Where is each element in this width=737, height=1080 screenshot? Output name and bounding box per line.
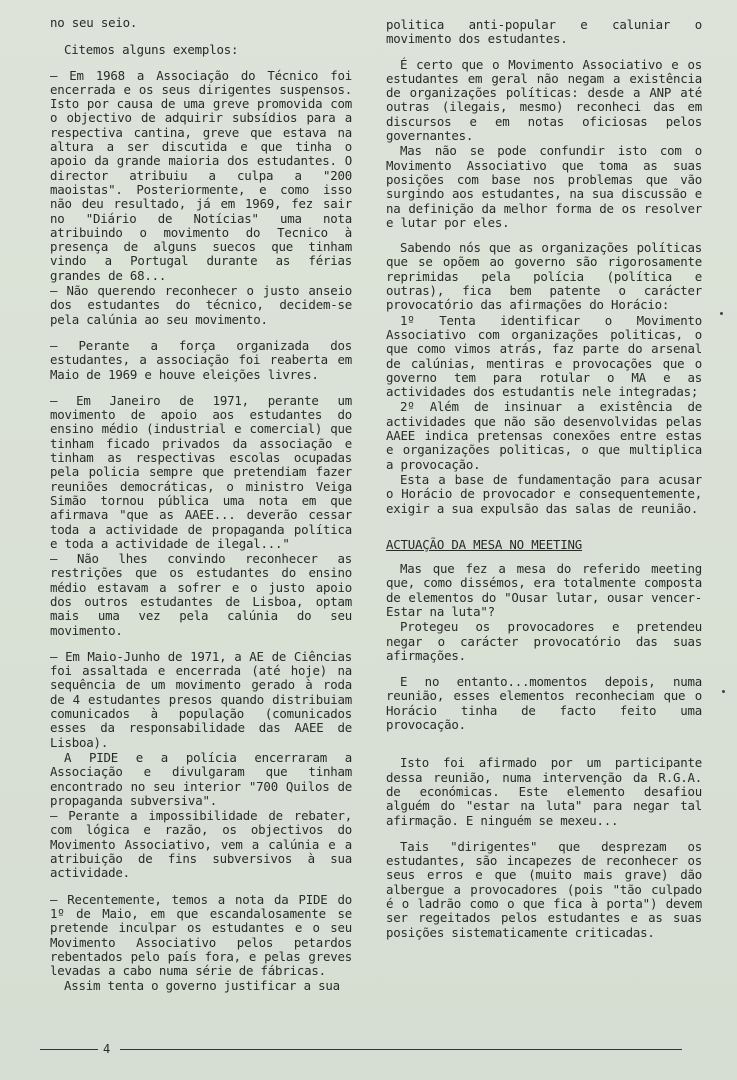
paragraph: — Recentemente, temos a nota da PIDE do 1º de Maio, em que escandalosamente se pretende inculpar os estudantes e o seu Movimento Associativo pelos petardos rebentados pelo país fora, e pelas greves levadas a cabo numa série de fábricas.	[50, 891, 352, 979]
paragraph: politica anti-popular e caluniar o movimento dos estudantes.	[386, 17, 702, 47]
paragraph: no seu seio.	[50, 15, 138, 30]
paragraph: É certo que o Movimento Associativo e os estudantes em geral não negam a existência de organizações políticas: desde a ANP até outras (ilegais, mesmo) reconheci das em discursos e em notas oficiosas pelos governantes.	[386, 56, 702, 144]
paragraph: — Perante a força organizada dos estudantes, a associação foi reaberta em Maio de 1969 e houve eleições livres.	[50, 337, 352, 382]
paragraph: — Perante a impossibilidade de rebater, com lógica e razão, os objectivos do Movimento Associativo, vem a calúnia e a atribuição de fins subversivos à sua actividade.	[50, 808, 352, 881]
margin-speck	[722, 690, 725, 693]
paragraph: Assim tenta o governo justificar a sua	[64, 978, 340, 994]
paragraph: Sabendo nós que as organizações políticas que se opõem ao governo são rigorosamente reprimidas pela polícia (política e outras), fica bem patente o carácter provocatório das afirmações do Horácio:	[386, 240, 702, 313]
section-heading: ACTUAÇÃO DA MESA NO MEETING	[386, 536, 583, 552]
paragraph: — Em Janeiro de 1971, perante um movimento de apoio aos estudantes do ensino médio (industrial e comercial) que tinham ficado privados da associação e tinham as respectivas escolas ocupadas pela policia sempre que pretendiam fazer reuniões democráticas, o ministro Veiga Simão tornou pública uma nota em que afirmava "que as AAEE... deverão cessar toda a actividade de propaganda política e toda a actividade de ilegal..."	[50, 392, 352, 551]
paragraph: — Em 1968 a Associação do Técnico foi encerrada e os seus dirigentes suspensos. Isto por causa de uma greve promovida com o objectivo de adquirir subsídios para a respectiva cantina, greve que estava na altura a ser discutida e que tinha o apoio da grande maioria dos estudantes. O director atribuiu a culpa a "200 maoistas". Posteriormente, e como isso não deu resultado, já em 1969, fez sair no "Diário de Notícias" uma nota atribuindo o movimento do Tecnico à presença de alguns suecos que tinham vindo a Portugal durante as férias grandes de 68...	[50, 67, 352, 283]
page-footer	[0, 1040, 737, 1060]
paragraph: 2º Além de insinuar a existência de actividades que não são desenvolvidas pelas AAEE indica pretensas conexões entre estas e organizações politicas, o que multiplica a provocação.	[386, 399, 702, 472]
paragraph: — Em Maio-Junho de 1971, a AE de Ciências foi assaltada e encerrada (até hoje) na sequência de um movimento gerado à roda de 4 estudantes presos quando distribuiam comunicados à população (comunicados esses da responsabilidade das AAEE de Lisboa).	[50, 648, 352, 750]
paragraph: — Não lhes convindo reconhecer as restrições que os estudantes do ensino médio estavam a sofrer e o justo apoio dos outros estudantes de Lisboa, optam mais uma vez pela calúnia do seu movimento.	[50, 551, 352, 638]
paragraph: Mas não se pode confundir isto com o Movimento Associativo que toma as suas posições com base nos problemas que vão surgindo aos estudantes, na sua discussão e na definição da melhor forma de os resolver e lutar por eles.	[386, 143, 702, 230]
paragraph: Isto foi afirmado por um participante dessa reunião, numa intervenção da R.G.A. de económicas. Este elemento desafiou alguém do "estar na luta" para negar tal afirmação. E ninguém se mexeu...	[386, 755, 702, 828]
paragraph: Tais "dirigentes" que desprezam os estudantes, são incapezes de reconhecer os seus erros e que (muito mais grave) dão albergue a provocadores (pois "tão culpado é o ladrão como o que fica à porta") devem ser regeitados pelos estudantes e as suas posições sistematicamente criticadas.	[386, 838, 702, 940]
page-number: 4	[103, 1042, 111, 1056]
footer-rule-left	[40, 1049, 98, 1050]
paragraph: 1º Tenta identificar o Movimento Associativo com organizações politicas, o que como vimos atrás, faz parte do arsenal de calúnias, mentiras e provocações que o governo tem para rotular o MA e as actividades dos estudantis nele integradas;	[386, 312, 702, 400]
footer-rule-right	[120, 1049, 682, 1050]
margin-speck	[720, 312, 723, 315]
paragraph: A PIDE e a polícia encerraram a Associação e divulgaram que tinham encontrado no seu interior "700 Quilos de propaganda subversiva".	[50, 749, 352, 808]
paragraph: — Não querendo reconhecer o justo anseio dos estudantes do técnico, decidem-se pela calúnia ao seu movimento.	[50, 283, 352, 327]
paragraph: Mas que fez a mesa do referido meeting que, como dissémos, era totalmente composta de elementos do "Ousar lutar, ousar vencer-Estar na luta"?	[386, 561, 702, 619]
paragraph: Esta a base de fundamentação para acusar o Horácio de provocador e consequentemente, exigir a sua expulsão das salas de reunião.	[386, 471, 702, 516]
right-column	[386, 18, 702, 949]
paragraph: E no entanto...momentos depois, numa reunião, esses elementos reconheciam que o Horácio tinha de facto feito uma provocação.	[386, 674, 702, 733]
paragraph: Citemos alguns exemplos:	[64, 42, 239, 58]
left-column	[50, 16, 352, 995]
paragraph: Protegeu os provocadores e pretendeu negar o carácter provocatório das suas afirmações.	[386, 619, 702, 663]
